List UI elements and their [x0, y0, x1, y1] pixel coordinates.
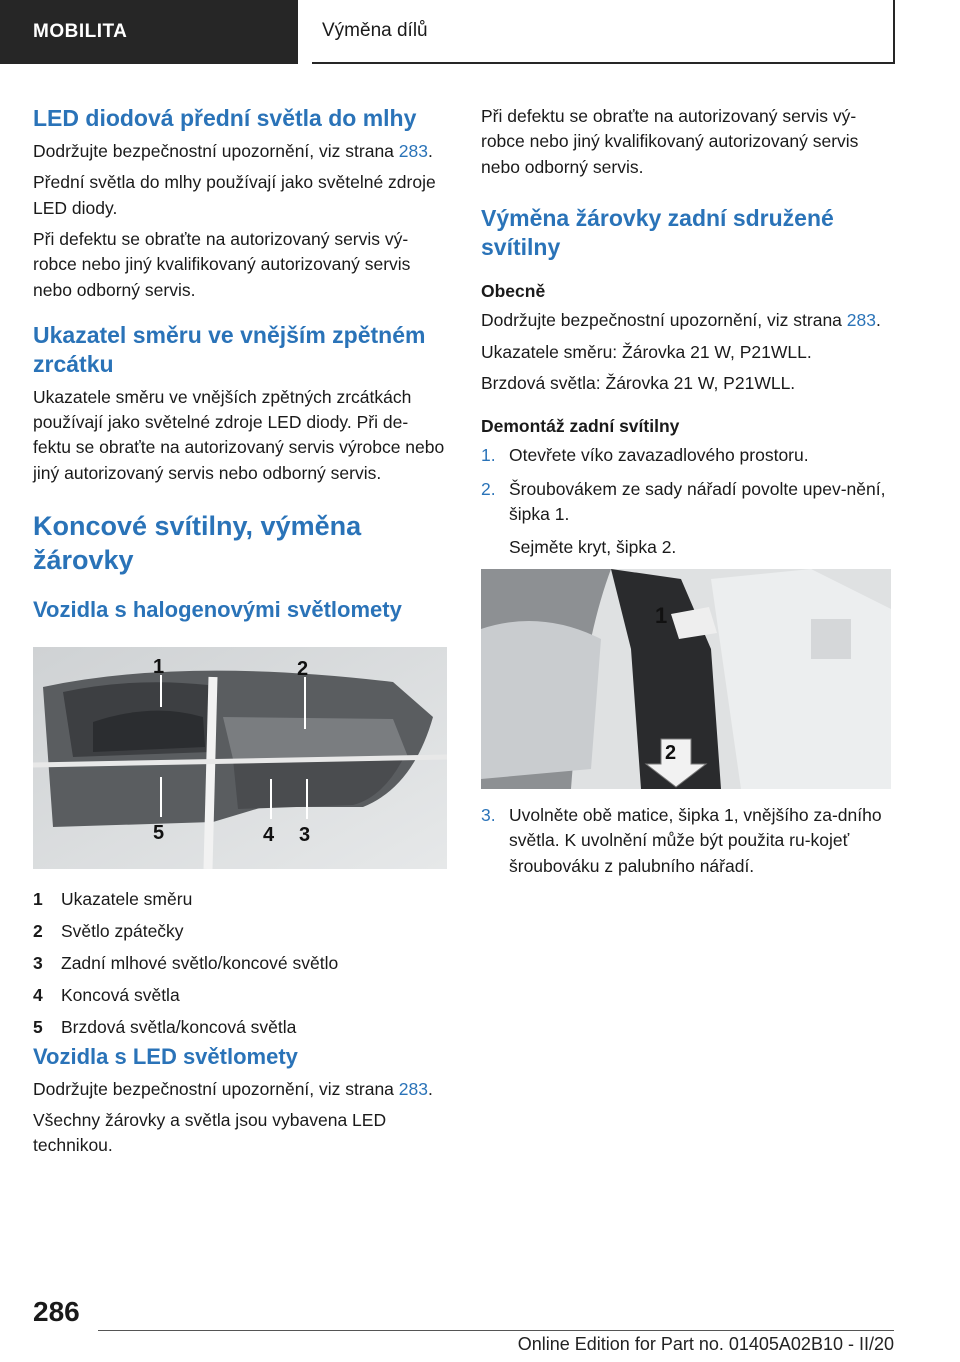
fog-safety-page-link[interactable]: 283: [398, 140, 428, 161]
halogen-taillight-figure: [33, 647, 447, 869]
removal-steps: [481, 443, 891, 561]
legend-item: 1 Ukazatele směru: [33, 889, 193, 909]
fog-safety-text: Dodržujte bezpečnostní upozornění, viz strana: [33, 140, 399, 161]
general-safety-note: Dodržujte bezpečnostní upozornění, viz strana 283.: [481, 310, 881, 331]
header-section-tab: [0, 0, 298, 64]
right-column: [481, 104, 891, 887]
rear-light-removal-figure: [481, 569, 891, 789]
callout-4: 4: [263, 824, 275, 846]
mirror-indicator-description: Ukazatele směru ve vnějších zpětných zrcátkách používají jako světelné zdroje LED diody. Při de-fektu se obraťte na autorizovaný servis výrobce nebo jiný autorizovaný servis nebo odborný servis.: [33, 386, 445, 483]
defect-note: Při defektu se obraťte na autorizovaný servis vý-robce nebo jiný kvalifikovaný autorizovaný servis nebo odborný servis.: [481, 106, 859, 177]
removal-steps-continued: [481, 803, 891, 879]
footer-divider: [98, 1330, 894, 1331]
arrow-2-label: 2: [665, 741, 677, 764]
fog-safety-note: Dodržujte bezpečnostní upozornění, viz strana 283.: [33, 140, 433, 161]
general-safety-text: Dodržujte bezpečnostní upozornění, viz strana: [481, 310, 847, 331]
header-section-label: MOBILITA: [33, 21, 128, 42]
page-number: 286: [33, 1296, 80, 1327]
legend-item: 5 Brzdová světla/koncová světla: [33, 1017, 297, 1037]
legend-item: 4 Koncová světla: [33, 985, 180, 1005]
callout-1: 1: [153, 656, 165, 678]
led-vehicles-title: Vozidla s LED světlomety: [33, 1044, 298, 1069]
header-chapter-tab: [312, 0, 895, 64]
step-item: 1. Otevřete víko zavazadlového prostoru.: [481, 445, 809, 466]
callout-2: 2: [297, 658, 309, 680]
led-safety-text: Dodržujte bezpečnostní upozornění, viz strana: [33, 1078, 399, 1099]
step-item: 3. Uvolněte obě matice, šipka 1, vnějšího za-dního světla. K uvolnění může být použita ru-kojeť šroubováku z palubního nářadí.: [481, 804, 882, 876]
brake-bulb-spec: Brzdová světla: Žárovka 21 W, P21WLL.: [481, 373, 796, 394]
led-safety-note: Dodržujte bezpečnostní upozornění, viz strana 283.: [33, 1078, 433, 1099]
left-column: [33, 104, 445, 1159]
fog-defect-note: Při defektu se obraťte na autorizovaný servis vý-robce nebo jiný kvalifikovaný autorizovaný servis nebo odborný servis.: [33, 228, 411, 300]
arrow-1-label: 1: [655, 602, 668, 628]
step-sub-note: Sejměte kryt, šipka 2.: [509, 537, 677, 558]
step-item: 2. Šroubovákem ze sady nářadí povolte upev-nění, šipka 1. Sejměte kryt, šipka 2.: [481, 477, 891, 561]
mirror-indicator-title: Ukazatel směru ve vnějším zpětném zrcátku: [33, 322, 426, 377]
legend-item: 2 Světlo zpátečky: [33, 921, 184, 941]
removal-heading: Demontáž zadní svítilny: [481, 415, 680, 436]
legend-item: 3 Zadní mlhové světlo/koncové světlo: [33, 953, 339, 973]
general-heading: Obecně: [481, 280, 546, 301]
footer-edition: Online Edition for Part no. 01405A02B10 - II/20: [517, 1334, 894, 1354]
rear-lights-title: Koncové svítilny, výměna žárovky: [33, 511, 362, 575]
fog-lights-title: LED diodová přední světla do mlhy: [33, 105, 417, 131]
header-chapter-label: Výměna dílů: [322, 20, 428, 41]
fog-description: Přední světla do mlhy používají jako světelné zdroje LED diody.: [33, 172, 436, 218]
led-safety-page-link[interactable]: 283: [398, 1078, 428, 1099]
bulb-replacement-title: Výměna žárovky zadní sdružené svítilny: [481, 205, 834, 260]
halogen-title: Vozidla s halogenovými světlomety: [33, 596, 402, 622]
taillight-legend: [33, 883, 445, 1043]
general-safety-page-link[interactable]: 283: [846, 310, 876, 331]
callout-3: 3: [299, 824, 311, 846]
callout-5: 5: [153, 822, 165, 844]
indicator-bulb-spec: Ukazatele směru: Žárovka 21 W, P21WLL.: [481, 341, 812, 362]
led-description: Všechny žárovky a světla jsou vybavena LED technikou.: [33, 1109, 387, 1156]
